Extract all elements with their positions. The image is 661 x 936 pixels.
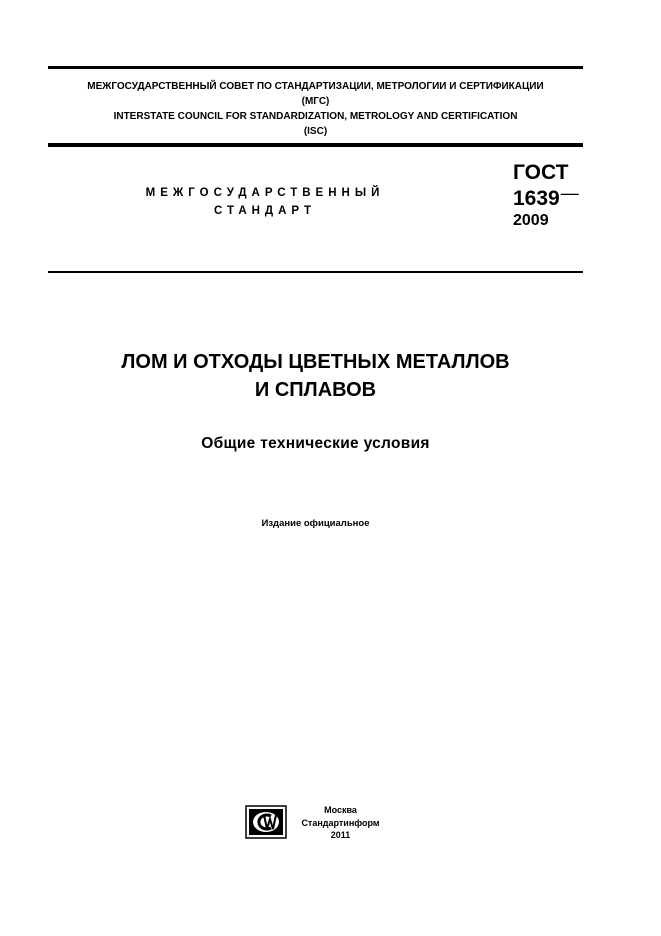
council-name-ru: МЕЖГОСУДАРСТВЕННЫЙ СОВЕТ ПО СТАНДАРТИЗАЦИИ, МЕТРОЛОГИИ И СЕРТИФИКАЦИИ [87,81,544,92]
document-subtitle: Общие технические условия [201,435,430,452]
standartinform-logo-icon [245,805,287,839]
publisher-info [293,804,388,842]
standard-kind [110,184,420,220]
publisher-name: Стандартинформ [301,817,380,828]
publisher-city: Москва [324,805,357,815]
standard-designation [513,162,579,229]
council-name-en: INTERSTATE COUNCIL FOR STANDARDIZATION, METROLOGY AND CERTIFICATION [113,111,518,122]
council-header [48,79,583,139]
title-line1: ЛОМ И ОТХОДЫ ЦВЕТНЫХ МЕТАЛЛОВ [121,351,510,373]
designation-dash: — [560,183,579,203]
title-line2: И СПЛАВОВ [254,379,377,401]
standard-kind-line1: МЕЖГОСУДАРСТВЕННЫЙ [145,187,385,199]
council-abbr-ru: (МГС) [301,96,330,107]
designation-number-line [513,184,579,209]
designation-number: 1639 [513,187,560,210]
standard-kind-line2: СТАНДАРТ [214,205,316,217]
designation-year: 2009 [513,212,549,229]
designation-prefix: ГОСТ [513,161,569,184]
designation-rule [48,271,583,273]
edition-note: Издание официальное [261,518,370,529]
publisher-year: 2011 [330,830,351,840]
document-title [48,348,583,404]
council-abbr-en: (ISC) [303,126,328,137]
top-rule [48,66,583,69]
header-rule [48,143,583,147]
